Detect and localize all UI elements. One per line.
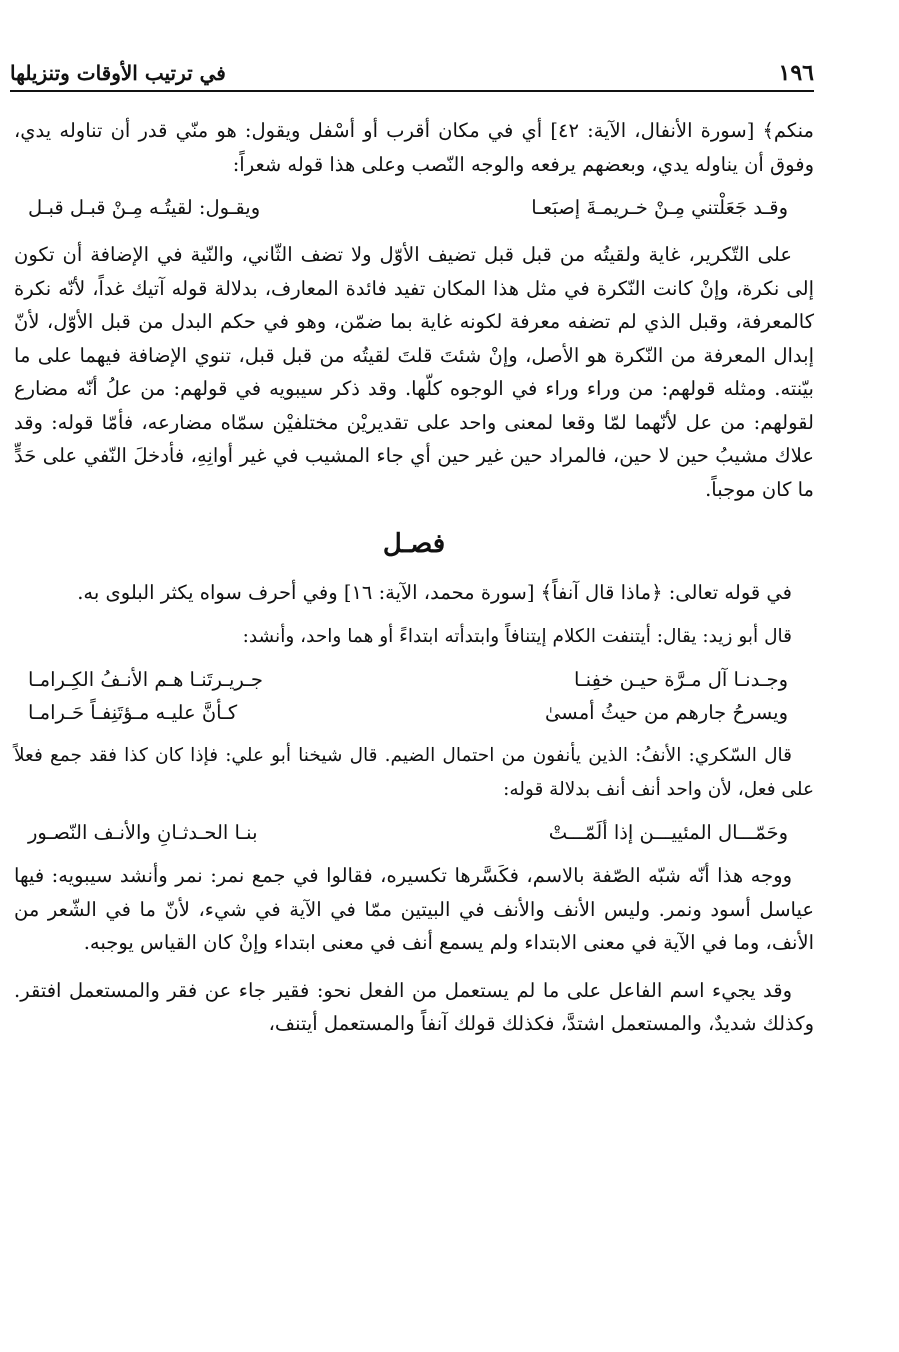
page-body bbox=[14, 114, 814, 1041]
verse-3-first-hemistich: ويسرحُ جارهم من حيثُ أمسىٰ bbox=[545, 701, 788, 724]
verse-2 bbox=[14, 663, 814, 696]
verse-2-second-hemistich: جـريـرتَنـا هـم الأنـفُ الكِـرامـا bbox=[28, 668, 263, 691]
verse-2-first-hemistich: وجـدنـا آل مـرَّة حيـن خفِنـا bbox=[574, 668, 788, 691]
page-header bbox=[10, 56, 814, 92]
section-heading bbox=[14, 522, 814, 566]
verse-4-second-hemistich: بنـا الحـدثـانِ والأنـف النّصـور bbox=[28, 821, 258, 844]
verse-1-first-hemistich: وقـد جَعَلْتني مِـنْ خـريمـةَ إصبَعـا bbox=[531, 196, 788, 219]
verse-3 bbox=[14, 696, 814, 729]
verse-4-first-hemistich: وحَمّـــال المئييـــن إذا ألَمّـــتْ bbox=[548, 821, 788, 844]
verse-3-second-hemistich: كـأنَّ عليـه مـؤتَنِفـاً حَـرامـا bbox=[28, 701, 238, 724]
paragraph-6: ووجه هذا أنّه شبّه الصّفة بالاسم، فكَسَّرها تكسيره، فقالوا في جمع نمر: نمر وأنشد سيبويه: فيها عياسل أسود ونمر. وليس الأنف والأنف في البيتين ممّا في الآية في شيء، لأنّ ما في الشّعر من الأنف، وما في الآية في معنى الابتداء ولم يسمع أنف في معنى ابتداء وإنْ كان القياس يوجبه. bbox=[14, 864, 814, 954]
running-title: في ترتيب الأوقات وتنزيلها bbox=[10, 61, 226, 85]
paragraph-7: وقد يجيء اسم الفاعل على ما لم يستعمل من الفعل نحو: فقير جاء عن فقر والمستعمل افتقر. وكذلك شديدٌ، والمستعمل اشتدَّ، فكذلك قولك آنفاً والمستعمل أيتنف، bbox=[14, 978, 814, 1035]
paragraph-5: قال السّكري: الأنفُ: الذين يأنفون من احتمال الضيم. قال شيخنا أبو علي: فإذا كان كذا فقد جمع فعلاً على فعل، لأن واحد أنف أنف بدلالة قوله: bbox=[14, 745, 814, 800]
section-heading-text: فصـل bbox=[382, 529, 446, 559]
paragraph-3: في قوله تعالى: ﴿ماذا قال آنفاً﴾ [سورة محمد، الآية: ١٦] وفي أحرف سواه يكثر البلوى به. bbox=[77, 581, 792, 604]
paragraph-1: منكم﴾ [سورة الأنفال، الآية: ٤٢] أي في مكان أقرب أو أسْفل ويقول: هو منّي قدر أن تناوله يدي، وفوق أن يناوله يدي، وبعضهم يرفعه والوجه النّصب وعلى هذا قوله شعراً: bbox=[14, 119, 814, 176]
paragraph-2: على التّكرير، غاية ولقيتُه من قبل قبل تضيف الأوّل ولا تضف الثّاني، والنّية في الإضافة أن تكون إلى نكرة، وإنْ كانت النّكرة في مثل هذا المكان تفيد فائدة المعارف، بدلالة قوله آتيك غداً، لأنّه نكرة كالمعرفة، وقبل الذي لم تضفه معرفة لكونه غاية بما ضمّن، وهو في حكم البدل من قبل الأوّل، لأنّ إبدال المعرفة من النّكرة هو الأصل، وإنْ شئتَ قلتَ لقيتُه من قبل قبل، تنوي الإضافة فيهما على ما بيّنته. ومثله قولهم: من وراء وراء في الوجوه كلّها. وقد ذكر سيبويه في قولهم: من علُ أنّه مضارع لقولهم: من عل لأنّهما لمّا وقعا لمعنى واحد على تقديريْن مختلفيْن سمّاه مضارعه، فأمّا قوله: وقد علاك مشيبُ حين لا حين، فالمراد حين غير حين أي جاء المشيب في غير أوانِهِ، فأدخلَ النّفي على حَدٍّ ما كان موجباً. bbox=[14, 243, 814, 501]
page-number: ١٩٦ bbox=[778, 60, 814, 86]
verse-1 bbox=[14, 191, 814, 224]
verse-1-second-hemistich: ويقـول: لقيتُـه مِـنْ قبـل قبـل bbox=[28, 196, 261, 219]
paragraph-4: قال أبو زيد: يقال: أيتنفت الكلام إيتنافاً وابتدأته ابتداءً أو هما واحد، وأنشد: bbox=[242, 625, 792, 647]
verse-4 bbox=[14, 816, 814, 849]
